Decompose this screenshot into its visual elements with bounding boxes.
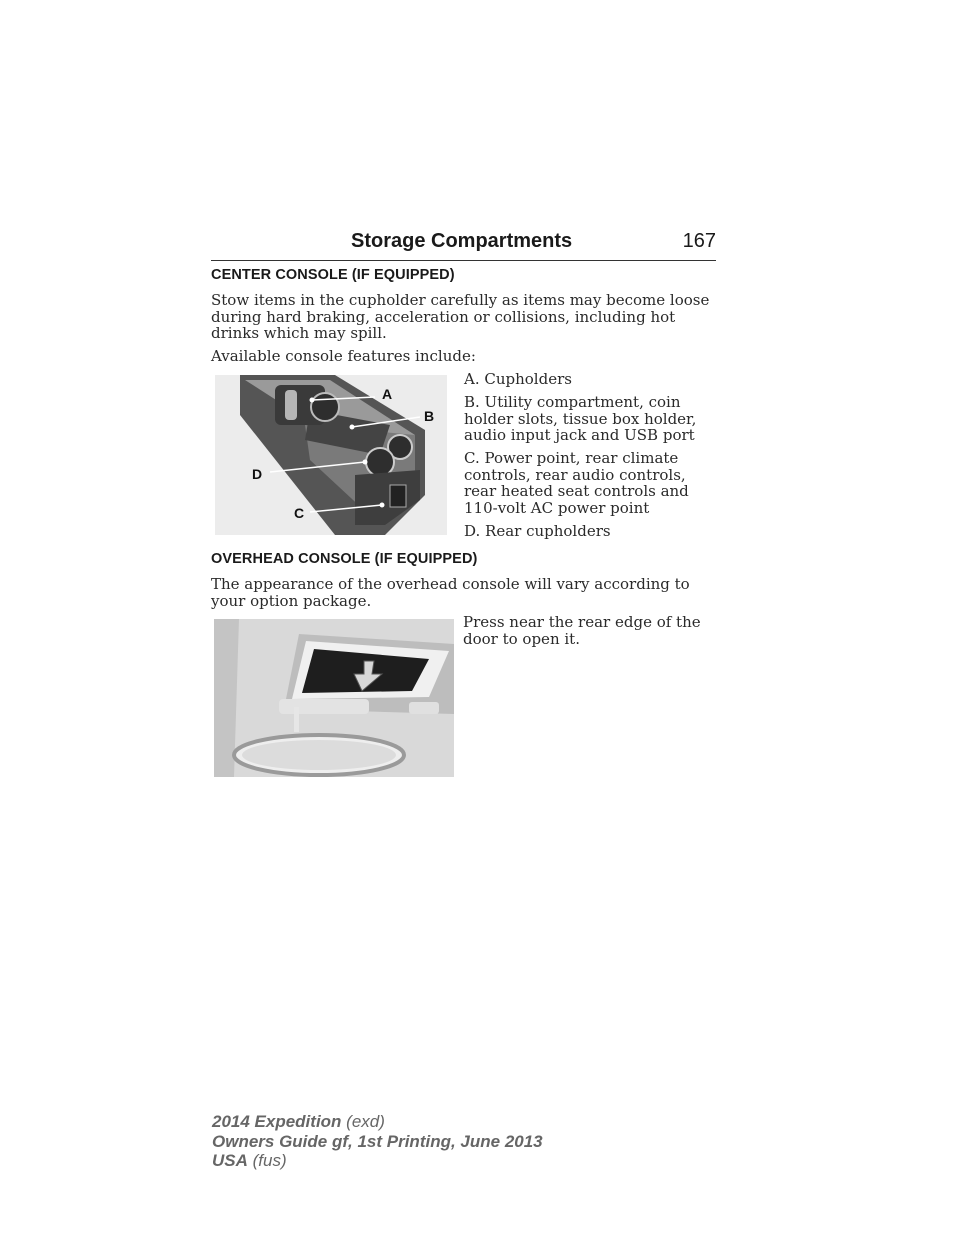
page-header xyxy=(211,228,716,261)
overhead-console-drawing xyxy=(214,619,454,777)
center-console-warning: Stow items in the cupholder carefully as items may become loose during hard braking, acceleration or collisions, including hot drinks which may spill. xyxy=(211,291,710,342)
feature-c: C. Power point, rear climate controls, rear audio controls, rear heated seat controls and 110-volt AC power point xyxy=(464,449,689,517)
callout-b: B xyxy=(424,408,435,424)
overhead-console-illustration xyxy=(214,619,454,777)
page-footer xyxy=(212,1112,543,1171)
center-console-heading: CENTER CONSOLE (IF EQUIPPED) xyxy=(211,267,455,283)
overhead-console-instruction: Press near the rear edge of the door to open it. xyxy=(463,613,701,648)
overhead-console-note: The appearance of the overhead console will vary according to your option package. xyxy=(211,575,690,610)
console-features-list xyxy=(464,371,719,546)
feature-a: A. Cupholders xyxy=(464,370,572,388)
section-title: Storage Compartments xyxy=(351,230,573,252)
footer-line-2: Owners Guide gf, 1st Printing, June 2013 xyxy=(212,1131,543,1151)
footer-line-3: USA (fus) xyxy=(212,1151,287,1170)
feature-d: D. Rear cupholders xyxy=(464,521,611,540)
page-number: 167 xyxy=(682,230,716,252)
center-console-illustration xyxy=(215,375,447,535)
center-console-intro: Available console features include: xyxy=(211,347,476,365)
footer-line-1: 2014 Expedition (exd) xyxy=(212,1112,385,1131)
callout-d: D xyxy=(252,466,263,482)
overhead-console-heading: OVERHEAD CONSOLE (IF EQUIPPED) xyxy=(211,551,478,567)
center-console-drawing xyxy=(215,375,447,535)
callout-a: A xyxy=(382,386,393,402)
callout-c: C xyxy=(294,505,305,521)
feature-b: B. Utility compartment, coin holder slots, tissue box holder, audio input jack and USB port xyxy=(464,393,697,444)
